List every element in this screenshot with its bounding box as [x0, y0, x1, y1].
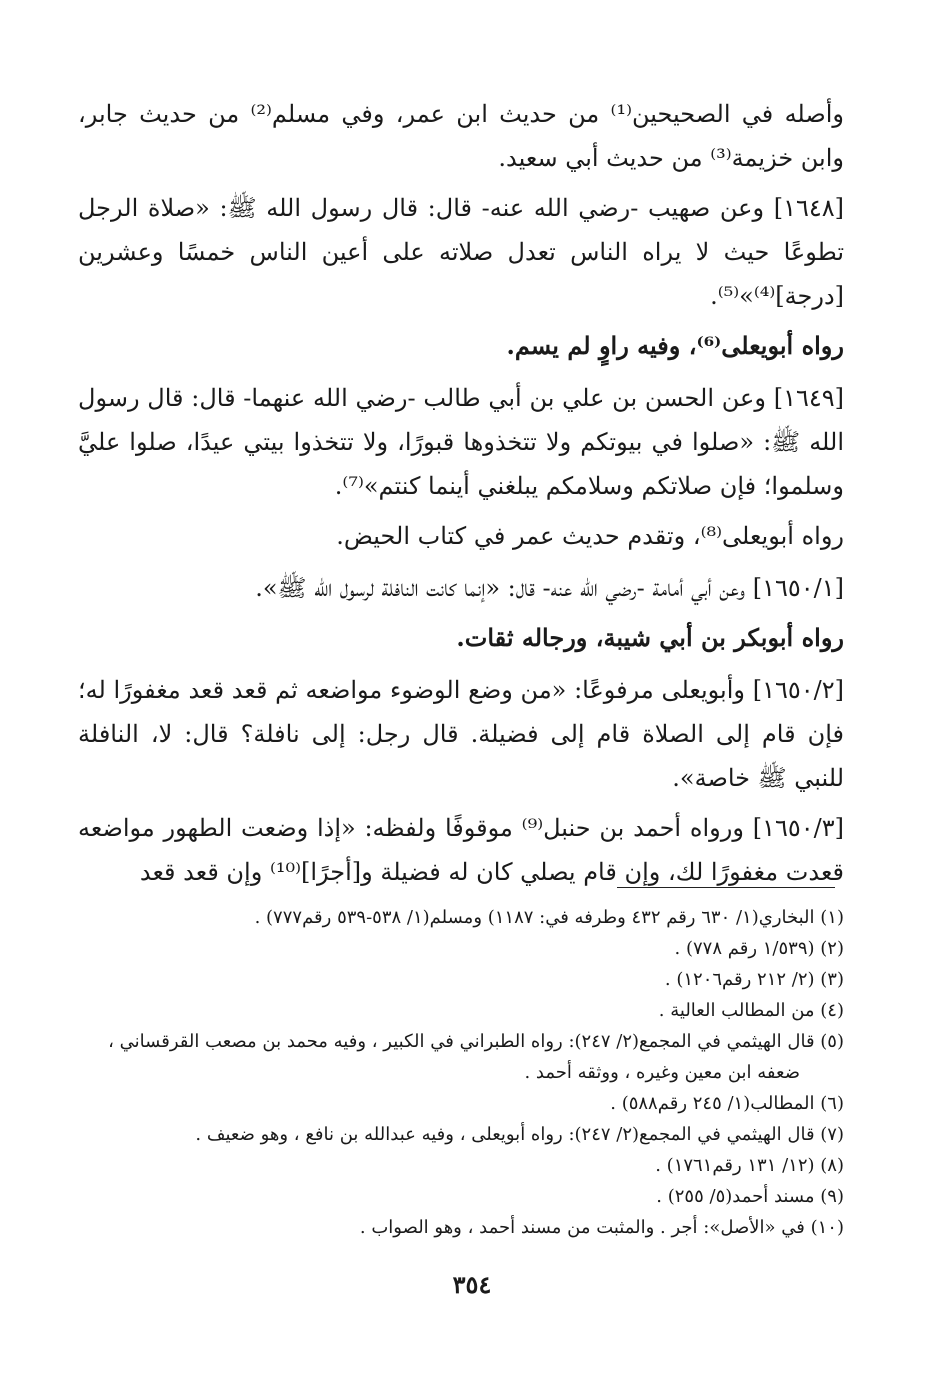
footnote: (١٠) في «الأصل»: أجر . والمثبت من مسند أحمد ، وهو الصواب .: [359, 1217, 844, 1238]
footnote: (٥) قال الهيثمي في المجمع(٢/ ٢٤٧): رواه الطبراني في الكبير ، وفيه محمد بن مصعب القرقساني ،: [108, 1031, 844, 1052]
hadith-1649: [١٦٤٩] وعن الحسن بن علي بن أبي طالب -رضي الله عنهما- قال: قال رسول الله ﷺ: «صلوا في بيوتكم ولا تتخذوها قبورًا، ولا تتخذوا بيتي عيدًا، صلوا عليَّ وسلموا؛ فإن صلاتكم وسلامكم يبلغني أينما كنتم»⁽⁷⁾.: [78, 384, 844, 500]
source-line: رواه أبويعلى⁽⁶⁾، وفيه راوٍ لم يسم.: [506, 331, 844, 360]
footnote: (٨) (١٢/ ١٣١ رقم١٧٦١) .: [655, 1155, 844, 1176]
source-line: رواه أبوبكر بن أبي شيبة، ورجاله ثقات.: [456, 623, 844, 652]
footnote: (٧) قال الهيثمي في المجمع(٢/ ٢٤٧): رواه أبويعلى ، وفيه عبدالله بن نافع ، وهو ضعيف .: [195, 1124, 844, 1145]
hadith-1648: [١٦٤٨] وعن صهيب -رضي الله عنه- قال: قال رسول الله ﷺ: «صلاة الرجل تطوعًا حيث لا يراه الناس تعدل صلاته على أعين الناس خمسًا وعشرين [درجة]⁽⁴⁾»⁽⁵⁾.: [78, 194, 844, 310]
source-line: رواه أبويعلى⁽⁸⁾، وتقدم حديث عمر في كتاب الحيض.: [336, 522, 844, 550]
main-text: [78, 92, 844, 900]
footnote: (٩) مسند أحمد(٥/ ٢٥٥) .: [656, 1186, 844, 1207]
hadith-1650-3: [١٦٥٠/٣] ورواه أحمد بن حنبل⁽⁹⁾ موقوفًا ولفظه: «إذا وضعت الطهور مواضعه قعدت مغفورًا لك، وإن قام يصلي كان له فضيلة و[أجرًا]⁽¹⁰⁾ وإن قعد قعد: [78, 814, 844, 886]
page-number: ٣٥٤: [452, 1270, 492, 1299]
footnote: (١) البخاري(١/ ٦٣٠ رقم ٤٣٢ وطرفه في: ١١٨٧) ومسلم(١/ ٥٣٨-٥٣٩ رقم٧٧٧) .: [254, 907, 844, 928]
footnote: (٦) المطالب(١/ ٢٤٥ رقم٥٨٨) .: [610, 1093, 844, 1114]
footnote-continuation: ضعفه ابن معين وغيره ، ووثقه أحمد .: [524, 1062, 800, 1083]
footnote: (٤) من المطالب العالية .: [658, 1000, 844, 1021]
footnote: (٢) (١/٥٣٩ رقم ٧٧٨) .: [674, 938, 844, 959]
footnote-separator: [617, 887, 835, 888]
hadith-1650-1: [١٦٥٠/١] وعن أبي أمامة -رضي الله عنه- قال: «إنما كانت النافلة لرسول الله ﷺ».: [255, 574, 844, 602]
paragraph: وأصله في الصحيحين⁽¹⁾ من حديث ابن عمر، وفي مسلم⁽²⁾ من حديث جابر، وابن خزيمة⁽³⁾ من حديث أبي سعيد.: [78, 100, 845, 172]
footnote: (٣) (٢/ ٢١٢ رقم١٢٠٦) .: [664, 969, 844, 990]
footnotes: [78, 902, 844, 1243]
hadith-1650-2: [١٦٥٠/٢] وأبويعلى مرفوعًا: «من وضع الوضوء مواضعه ثم قعد قعد مغفورًا له؛ فإن قام إلى الصلاة قام إلى فضيلة. قال رجل: إلى نافلة؟ قال: لا، النافلة للنبي ﷺ خاصة».: [78, 676, 844, 792]
